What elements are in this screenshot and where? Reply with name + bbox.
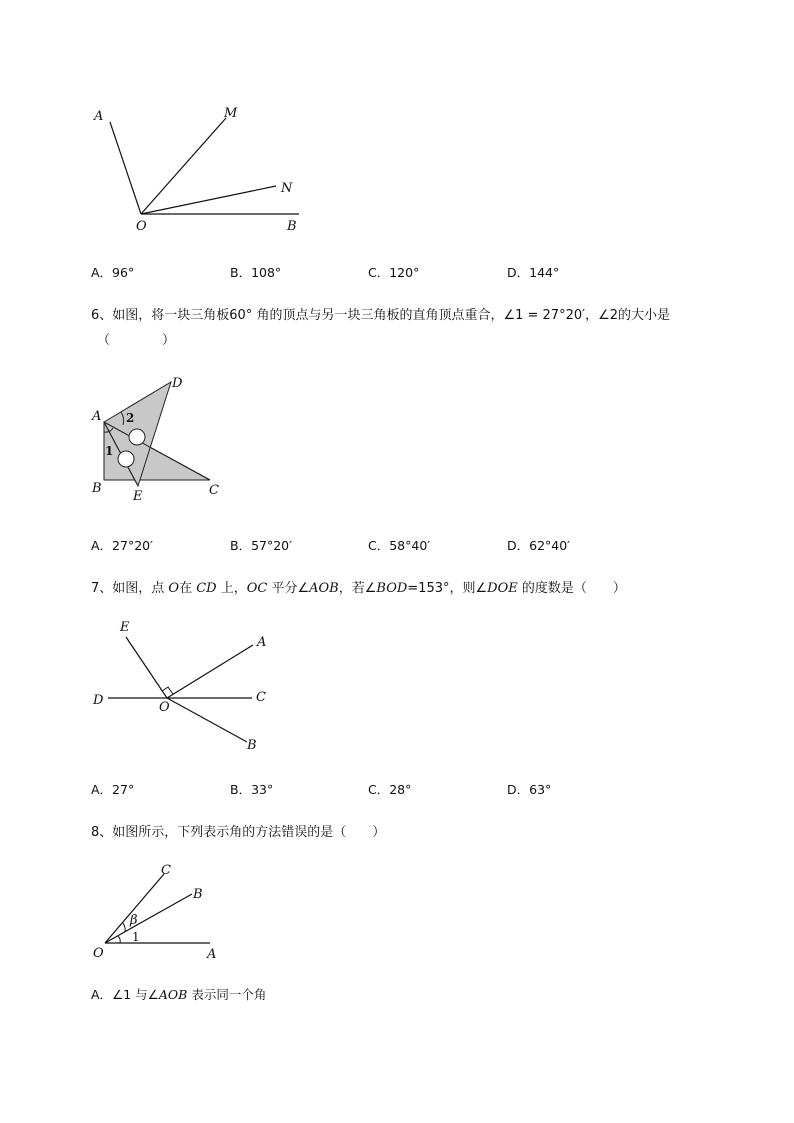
label-o: O xyxy=(93,946,104,961)
arc-angle-1 xyxy=(118,936,120,943)
label-a: A xyxy=(94,109,104,124)
q7-option-c[interactable]: C．28° xyxy=(368,782,412,797)
hole-1 xyxy=(118,451,134,467)
arc-angle-beta xyxy=(123,923,125,932)
label-a: A xyxy=(92,409,102,424)
q6-figure xyxy=(88,370,228,505)
label-n: N xyxy=(281,181,293,196)
q5-option-d[interactable]: D．144° xyxy=(507,265,560,280)
label-a: A xyxy=(257,635,267,650)
label-c: C xyxy=(256,690,266,705)
q8-figure xyxy=(88,860,228,965)
label-d: D xyxy=(172,376,183,391)
q6-stem: 6、如图，将一块三角板60° 角的顶点与另一块三角板的直角顶点重合，∠1 = 27°20′，∠2的大小是 xyxy=(91,308,670,323)
q5-figure xyxy=(88,100,318,240)
label-c: C xyxy=(161,863,171,878)
label-b: B xyxy=(287,219,297,234)
q6-option-c[interactable]: C．58°40′ xyxy=(368,538,431,553)
q7-option-a[interactable]: A．27° xyxy=(91,782,135,797)
label-b: B xyxy=(193,887,203,902)
label-e: E xyxy=(120,620,130,635)
ray-ob xyxy=(167,698,247,742)
q8-stem: 8、如图所示，下列表示角的方法错误的是（ ） xyxy=(91,825,386,840)
q5-option-c[interactable]: C．120° xyxy=(368,265,420,280)
label-m: M xyxy=(224,106,238,121)
ray-ob xyxy=(105,894,192,943)
ray-on xyxy=(141,186,276,214)
ray-oe xyxy=(126,637,167,698)
label-d: D xyxy=(93,693,104,708)
q8-option-a[interactable]: A．∠1 与∠AOB 表示同一个角 xyxy=(91,987,267,1002)
label-angle-1: 1 xyxy=(132,930,140,944)
q6-answer-blank: （ ） xyxy=(97,333,176,348)
q6-option-a[interactable]: A．27°20′ xyxy=(91,538,153,553)
label-o: O xyxy=(159,700,170,715)
hole-2 xyxy=(129,429,145,445)
label-angle-2: 2 xyxy=(126,411,135,425)
q7-figure xyxy=(88,615,278,755)
label-b: B xyxy=(92,481,102,496)
q5-option-b[interactable]: B．108° xyxy=(230,265,282,280)
label-o: O xyxy=(136,219,147,234)
q6-option-d[interactable]: D．62°40′ xyxy=(507,538,571,553)
q7-stem: 7、如图，点 O在 CD 上，OC 平分∠AOB，若∠BOD=153°，则∠DOE 的度数是（ ） xyxy=(91,581,626,596)
label-e: E xyxy=(133,489,143,504)
q7-option-d[interactable]: D．63° xyxy=(507,782,552,797)
ray-oa xyxy=(110,122,141,214)
label-beta: β xyxy=(130,913,138,928)
label-c: C xyxy=(209,483,219,498)
q5-option-a[interactable]: A．96° xyxy=(91,265,135,280)
ray-oa xyxy=(167,645,253,698)
label-angle-1: 1 xyxy=(105,444,114,458)
q7-option-b[interactable]: B．33° xyxy=(230,782,274,797)
label-a: A xyxy=(207,947,217,962)
q6-option-b[interactable]: B．57°20′ xyxy=(230,538,292,553)
label-b: B xyxy=(247,738,257,753)
